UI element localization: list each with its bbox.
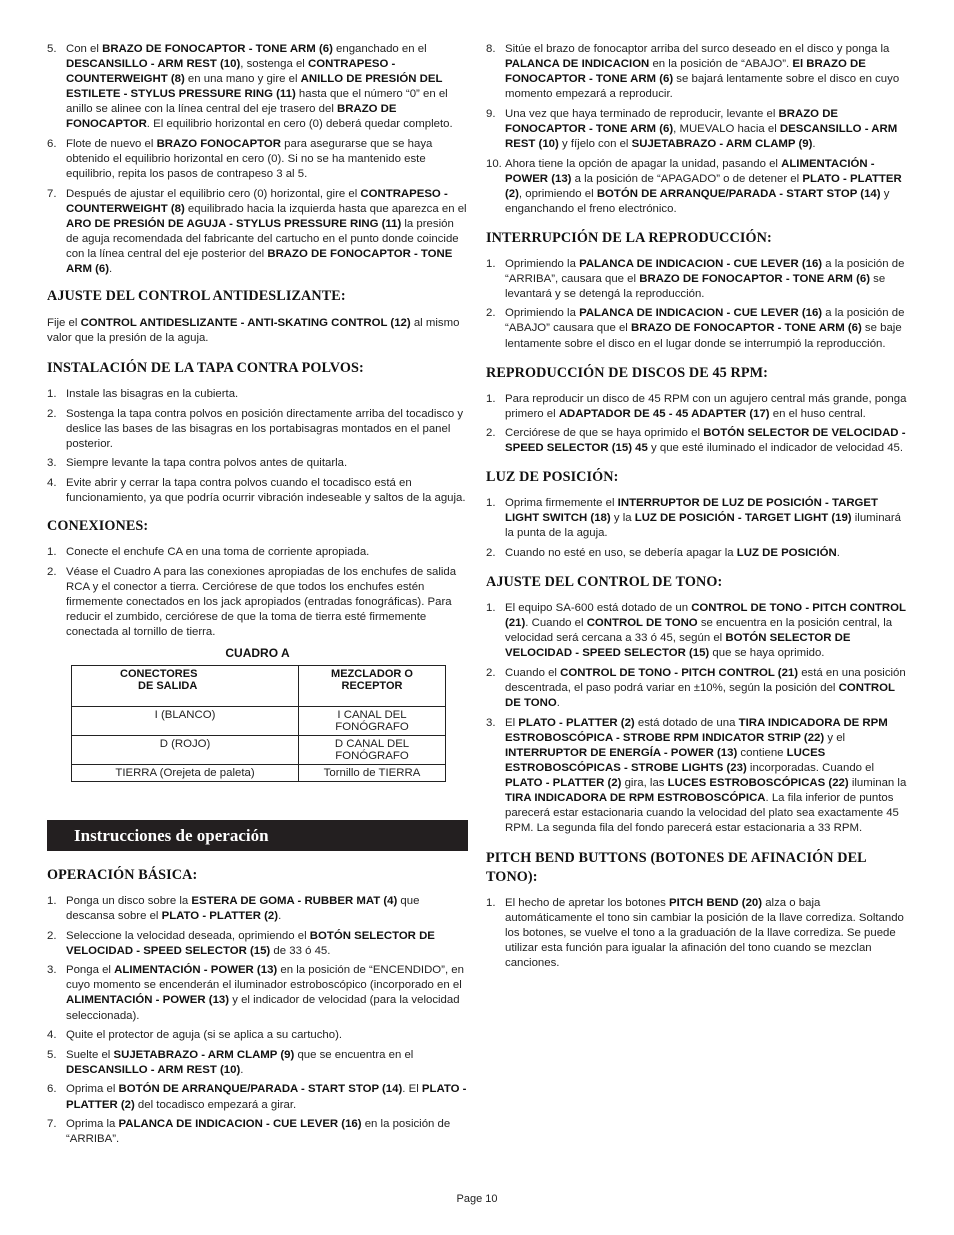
list-item [486,107,908,152]
basic-operation-steps [47,894,468,1147]
list-item-text: El hecho de apretar los botones PITCH BEND (20) alza o baja automáticamente el tono sin cambiar la posición de la llave corrediza. Soltando los botones, se vuelve el tono a la graduación de la llave corrediza. Se puede utilizar esta función para igualar la afinación del tono cuando se mezclan canciones. [505,897,904,970]
list-item [47,476,468,506]
list-item-number: 4. [47,477,57,489]
table-caption: CUADRO A [225,645,290,660]
list-item-text: Oprimiendo la PALANCA DE INDICACION - CUE LEVER (16) a la posición de “ARRIBA”, causara que el BRAZO DE FONOCAPTOR - TONE ARM (6) se levantará y se detengá la reproducción. [505,257,905,300]
list-item-number: 1. [47,546,57,559]
list-item-text: Para reproducir un disco de 45 RPM con un agujero central más grande, ponga primero el ADAPTADOR DE 45 - 45 ADAPTER (17) en el huso central. [505,392,907,420]
list-item [486,666,908,711]
left-column-bottom [47,867,468,1152]
list-item [47,1028,468,1043]
list-item-number: 1. [486,257,496,270]
list-item-text: Ahora tiene la opción de apagar la unidad, pasando el ALIMENTACIÓN - POWER (13) a la posición de “APAGADO” o de detener el PLATO - PLATTER (2), oprimiendo el BOTÓN DE ARRANQUE/PARADA - START STOP (14) y enganchando el freno electrónico. [505,157,902,215]
counterweight-steps [47,42,468,277]
rpm45-steps [486,392,908,457]
pitch-bend-heading: PITCH BEND BUTTONS (BOTONES DE AFINACIÓN DEL TONO): [486,850,866,886]
list-item [47,894,468,924]
list-item [486,306,908,351]
pitch-bend-steps [486,896,908,971]
list-item-number: 9. [486,107,496,120]
table-header-mixer: MEZCLADOR O RECEPTOR [299,665,446,706]
list-item-number: 2. [486,666,496,679]
list-item-text: Oprima la PALANCA DE INDICACION - CUE LEVER (16) en la posición de “ARRIBA”. [66,1118,451,1146]
list-item-number: 3. [486,716,496,729]
list-item-text: Cuando el CONTROL DE TONO - PITCH CONTROL (21) está en una posición descentrada, el paso podrá variar en ±10%, según la posición del CONTROL DE TONO. [505,666,906,710]
list-item [47,42,468,132]
list-item-text: Sitúe el brazo de fonocaptor arriba del surco deseado en el disco y ponga la PALANCA DE INDICACION en la posición de “ABAJO”. El BRAZO DE FONOCAPTOR - TONE ARM (6) se bajará lentamente sobre el disco en cuyo momento empezará a reproducir. [505,43,900,101]
list-item-number: 6. [47,1083,57,1096]
list-item-number: 3. [47,457,57,470]
list-item-text: El equipo SA-600 está dotado de un CONTROL DE TONO - PITCH CONTROL (21). Cuando el CONTROL DE TONO se encuentra en la posición central, la velocidad será cercana a 33 ó 45, según el BOTÓN SELECTOR DE VELOCIDAD - SPEED SELECTOR (15) que se haya oprimido. [505,602,906,660]
list-item-text: Conecte el enchufe CA en una toma de corriente apropiada. [66,546,370,559]
pitch-control-heading: AJUSTE DEL CONTROL DE TONO: [486,574,723,591]
list-item-number: 1. [486,392,496,405]
antiskate-heading: AJUSTE DEL CONTROL ANTIDESLIZANTE: [47,287,346,304]
list-item-text: Oprima el BOTÓN DE ARRANQUE/PARADA - START STOP (14). El PLATO - PLATTER (2) del tocadisco empezará a girar. [66,1083,467,1111]
list-item-number: 1. [486,897,496,910]
table-header-row [72,665,446,706]
target-light-steps [486,496,908,561]
list-item-number: 5. [47,1048,57,1061]
list-item-text: Ponga el ALIMENTACIÓN - POWER (13) en la posición de “ENCENDIDO”, en cuyo momento se encenderán el iluminador estroboscópico (incorporado en el ALIMENTACIÓN - POWER (13) y el indicador de velocidad (para la velocidad seleccionada). [66,964,464,1022]
target-light-heading: LUZ DE POSICIÓN: [486,469,619,486]
list-item-number: 2. [47,565,57,578]
dust-cover-heading: INSTALACIÓN DE LA TAPA CONTRA POLVOS: [47,359,364,376]
list-item-number: 1. [47,387,57,400]
list-item [486,601,908,661]
connections-heading: CONEXIONES: [47,518,149,535]
page-number: Page 10 [456,1193,498,1205]
list-item [47,1048,468,1078]
list-item-text: El PLATO - PLATTER (2) está dotado de una TIRA INDICADORA DE RPM ESTROBOSCÓPICA - STROBE RPM INDICATOR STRIP (22) y el INTERRUPTOR DE ENERGÍA - POWER (13) contiene LUCES ESTROBOSCÓPICAS - STROBE LIGHTS (23) incorporadas. Cuando el PLATO - PLATTER (2) gira, las LUCES ESTROBOSCÓPICAS (22) iluminan la TIRA INDICADORA DE RPM ESTROBOSCÓPICA. La fila inferior de puntos parecerá estar estacionaria cuando la velocidad del plato sea exactamente 45 RPM. La segunda fila del fondo parecerá estar estacionaria a 33 RPM. [505,716,907,834]
rpm45-heading: REPRODUCCIÓN DE DISCOS DE 45 RPM: [486,364,768,381]
list-item-number: 10. [486,157,502,170]
list-item-text: Oprimiendo la PALANCA DE INDICACION - CUE LEVER (16) a la posición de “ABAJO” causara que el BRAZO DE FONOCAPTOR - TONE ARM (6) se baje lentamente sobre el disco en el lugar donde se interrumpió la reproducción. [505,307,905,350]
list-item [47,187,468,277]
list-item [47,963,468,1023]
list-item [47,1082,468,1112]
dust-cover-steps [47,387,468,506]
list-item [486,496,908,541]
list-item-number: 8. [486,43,496,55]
list-item [486,42,908,102]
list-item-text: Instale las bisagras en la cubierta. [66,387,239,400]
list-item-text: Con el BRAZO DE FONOCAPTOR - TONE ARM (6) enganchado en el DESCANSILLO - ARM REST (10), sostenga el CONTRAPESO - COUNTERWEIGHT (8) en una mano y gire el ANILLO DE PRESIÓN DEL ESTILETE - STYLUS PRESSURE RING (11) hasta que el número “0” en el anillo se alinee con la línea central del eje trasero del BRAZO DE FONOCAPTOR. El equilibrio horizontal en cero (0) deberá quedar completo. [66,43,453,131]
list-item-number: 2. [47,407,57,420]
list-item [47,456,468,471]
list-item [47,1117,468,1147]
list-item-text: Suelte el SUJETABRAZO - ARM CLAMP (9) que se encuentra en el DESCANSILLO - ARM REST (10). [66,1048,414,1076]
list-item-number: 1. [486,497,496,510]
list-item-text: Seleccione la velocidad deseada, oprimiendo el BOTÓN SELECTOR DE VELOCIDAD - SPEED SELECTOR (15) de 33 ó 45. [66,929,435,957]
table-row [72,735,446,764]
list-item [47,407,468,452]
list-item [486,546,908,561]
list-item-number: 3. [47,964,57,977]
list-item [486,896,908,971]
list-item [486,257,908,302]
table-cell: I CANAL DEL FONÓGRAFO [299,706,446,735]
table-cell: D CANAL DEL FONÓGRAFO [299,735,446,764]
list-item-number: 1. [486,602,496,615]
list-item-number: 6. [47,137,57,150]
table-row [72,706,446,735]
list-item-text: Cerciórese de que se haya oprimido el BOTÓN SELECTOR DE VELOCIDAD - SPEED SELECTOR (15) 45 y que esté iluminado el indicador de velocidad 45. [505,427,906,455]
list-item-number: 7. [47,187,57,200]
list-item-number: 2. [486,547,496,560]
list-item-text: Cuando no esté en uso, se debería apagar la LUZ DE POSICIÓN. [505,547,840,560]
left-column [47,42,468,782]
list-item-text: Ponga un disco sobre la ESTERA DE GOMA - RUBBER MAT (4) que descansa sobre el PLATO - PLATTER (2). [66,895,420,923]
list-item-number: 5. [47,43,57,55]
list-item-text: Quite el protector de aguja (si se aplica a su cartucho). [66,1029,343,1042]
list-item-number: 1. [47,895,57,907]
list-item-text: Flote de nuevo el BRAZO FONOCAPTOR para asegurarse que se haya obtenido el equilibrio horizontal en cero (0). Si no se ha mantenido este equilibrio, repita los pasos de contrapeso 3 al 5. [66,137,433,180]
basic-operation-heading: OPERACIÓN BÁSICA: [47,867,198,883]
pitch-control-steps [486,601,908,836]
list-item [47,387,468,402]
list-item-text: Una vez que haya terminado de reproducir, levante el BRAZO DE FONOCAPTOR - TONE ARM (6), MUEVALO hacia el DESCANSILLO - ARM REST (10) y fíjelo con el SUJETABRAZO - ARM CLAMP (9). [505,107,898,150]
list-item-number: 7. [47,1118,57,1131]
right-column [486,42,908,976]
list-item [486,716,908,836]
list-item [47,565,468,640]
table-header-outputs-line1: CONECTORES [120,667,198,680]
list-item-text: Véase el Cuadro A para las conexiones apropiadas de los enchufes de salida RCA y el conector a tierra. Cerciórese de que todos los enchufes estén firmemente conectados en los jack apropiados (entradas fonográficas). Para reducir el zumbido, cerciórese de que la toma de tierra esté firmemente conectada al tornillo de tierra. [66,565,457,638]
list-item [47,545,468,560]
connections-table [71,665,446,782]
list-item [486,426,908,456]
list-item-number: 2. [47,929,57,942]
list-item-number: 2. [486,307,496,320]
interrupt-steps [486,257,908,352]
interrupt-heading: INTERRUPCIÓN DE LA REPRODUCCIÓN: [486,229,772,246]
list-item-text: Evite abrir y cerrar la tapa contra polvos cuando el tocadisco está en funcionamiento, ya que podría ocurrir vibración indeseable y saltos de la aguja. [66,477,466,505]
table-cell: D (ROJO) [72,735,299,764]
list-item-text: Sostenga la tapa contra polvos en posición directamente arriba del tocadisco y deslice las bases de las bisagras en los portabisagras montados en el panel posterior. [66,407,464,450]
list-item-number: 2. [486,427,496,440]
operation-banner [47,820,468,851]
table-cell: TIERRA (Orejeta de paleta) [72,764,299,781]
list-item-number: 4. [47,1029,57,1042]
list-item [47,929,468,959]
list-item-text: Después de ajustar el equilibrio cero (0) horizontal, gire el CONTRAPESO - COUNTERWEIGHT (8) equilibrado hacia la izquierda hasta que aparezca en el ARO DE PRESIÓN DE AGUJA - STYLUS PRESSURE RING (11) la presión de aguja recomendada del fabricante del cartucho en el punto donde coincide con la línea central del eje posterior del BRAZO DE FONOCAPTOR - TONE ARM (6). [66,187,467,275]
antiskate-text: Fije el CONTROL ANTIDESLIZANTE - ANTI-SKATING CONTROL (12) al mismo valor que la presión de la aguja. [47,316,460,344]
list-item [486,392,908,422]
list-item [486,157,908,217]
connections-steps [47,545,468,640]
list-item-text: Siempre levante la tapa contra polvos antes de quitarla. [66,457,348,470]
table-cell: Tornillo de TIERRA [299,764,446,781]
table-header-outputs [72,665,299,706]
playback-steps [486,42,908,217]
table-header-outputs-line2: DE SALIDA [138,679,198,692]
list-item [47,137,468,182]
table-row [72,764,446,781]
operation-banner-title: Instrucciones de operación [74,826,269,845]
table-cell: I (BLANCO) [72,706,299,735]
list-item-text: Oprima firmemente el INTERRUPTOR DE LUZ DE POSICIÓN - TARGET LIGHT SWITCH (18) y la LUZ DE POSICIÓN - TARGET LIGHT (19) iluminará la punta de la aguja. [505,497,901,540]
